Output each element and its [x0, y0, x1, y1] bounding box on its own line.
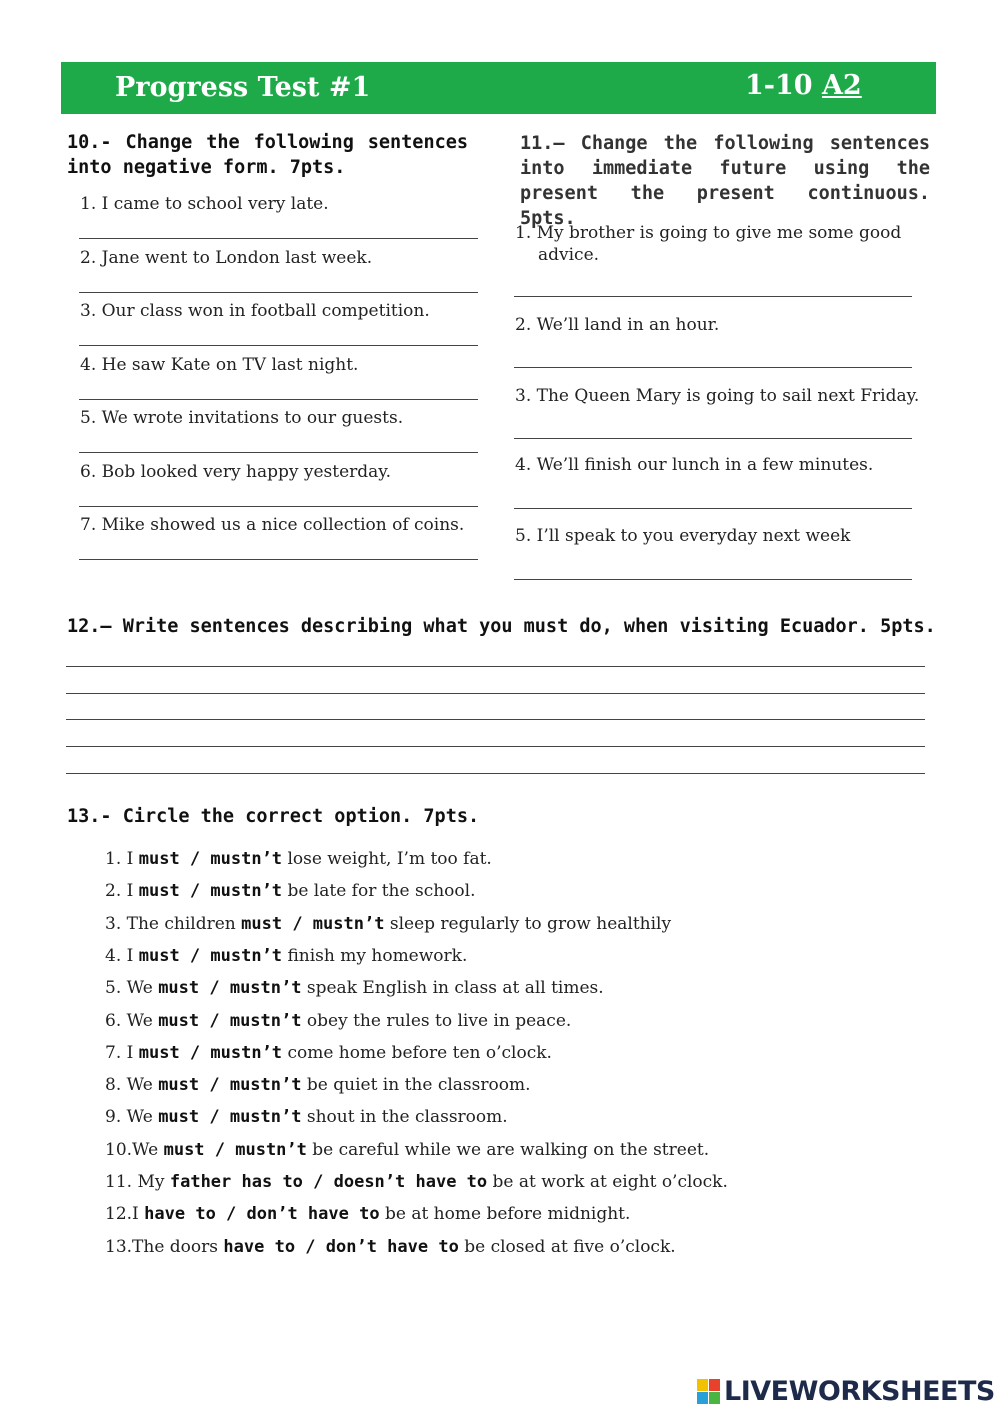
q11-item-4: 4. We’ll finish our lunch in a few minutes.: [515, 455, 874, 475]
q13-item-options[interactable]: must / mustn’t: [158, 1011, 302, 1031]
q13-item-12: [105, 1203, 630, 1225]
q13-item-5: [105, 977, 604, 999]
q10-answer-line-3[interactable]: [79, 345, 478, 346]
q10-item-3: 3. Our class won in football competition.: [80, 301, 430, 321]
q13-item-options[interactable]: must / mustn’t: [158, 1075, 302, 1095]
q13-item-suffix: be at work at eight o’clock.: [487, 1172, 728, 1192]
q11-answer-line-5[interactable]: [514, 579, 912, 580]
q11-heading: 11.– Change the following sentences into immediate future using the present the present continuous. 5pts.: [520, 133, 930, 229]
liveworksheets-blocks-icon: [697, 1379, 721, 1405]
q13-item-options[interactable]: must / mustn’t: [158, 978, 302, 998]
liveworksheets-logo-text: LIVEWORKSHEETS: [724, 1376, 995, 1407]
q13-item-7: [105, 1042, 552, 1064]
q12-answer-line-4[interactable]: [66, 746, 925, 747]
q13-item-prefix: 6. We: [105, 1011, 159, 1031]
q13-item-options[interactable]: must / mustn’t: [138, 881, 283, 901]
q11-answer-line-1[interactable]: [514, 296, 912, 297]
q13-item-13: [105, 1236, 676, 1258]
q13-item-options[interactable]: have to / don’t have to: [223, 1237, 459, 1257]
q13-item-prefix: 3. The children: [105, 914, 242, 934]
q12-answer-line-2[interactable]: [66, 693, 925, 694]
q10-item-1: 1. I came to school very late.: [80, 194, 329, 214]
q13-item-prefix: 8. We: [105, 1075, 159, 1095]
q11-item-5: 5. I’ll speak to you everyday next week: [515, 526, 851, 546]
q13-item-prefix: 9. We: [105, 1107, 159, 1127]
q11-answer-line-3[interactable]: [514, 438, 912, 439]
q10-heading: 10.- Change the following sentences into negative form. 7pts.: [67, 132, 468, 178]
q13-item-suffix: be closed at five o’clock.: [458, 1237, 676, 1257]
q13-item-options[interactable]: must / mustn’t: [163, 1140, 307, 1160]
q13-item-10: [105, 1139, 709, 1161]
q13-item-prefix: 10.We: [105, 1140, 164, 1160]
q13-item-prefix: 1. I: [105, 849, 139, 869]
q13-item-suffix: speak English in class at all times.: [301, 978, 604, 998]
q11-item-2: 2. We’ll land in an hour.: [515, 315, 720, 335]
q13-item-9: [105, 1106, 508, 1128]
liveworksheets-logo: [697, 1376, 995, 1410]
q13-item-suffix: lose weight, I’m too fat.: [282, 849, 492, 869]
q13-item-suffix: come home before ten o’clock.: [282, 1043, 552, 1063]
q13-item-options[interactable]: must / mustn’t: [138, 946, 283, 966]
q10-answer-line-4[interactable]: [79, 399, 478, 400]
level-label: [745, 70, 862, 101]
q13-item-11: [105, 1171, 728, 1193]
q13-item-prefix: 13.The doors: [105, 1237, 224, 1257]
q11-answer-line-2[interactable]: [514, 367, 912, 368]
q13-item-suffix: be quiet in the classroom.: [301, 1075, 531, 1095]
q13-item-prefix: 11. My: [105, 1172, 170, 1192]
q13-heading: 13.- Circle the correct option. 7pts.: [67, 806, 480, 827]
q13-item-options[interactable]: have to / don’t have to: [144, 1204, 380, 1224]
q13-item-options[interactable]: must / mustn’t: [138, 849, 283, 869]
q10-answer-line-1[interactable]: [79, 238, 478, 239]
test-title: Progress Test #1: [115, 72, 371, 103]
q13-item-suffix: obey the rules to live in peace.: [301, 1011, 572, 1031]
q11-item-1: 1. My brother is going to give me some good advice.: [515, 223, 902, 265]
q10-item-7: 7. Mike showed us a nice collection of coins.: [80, 515, 465, 535]
q12-answer-line-3[interactable]: [66, 719, 925, 720]
q13-item-6: [105, 1010, 571, 1032]
q12-heading: 12.– Write sentences describing what you must do, when visiting Ecuador. 5pts.: [67, 616, 936, 637]
q13-item-prefix: 12.I: [105, 1204, 145, 1224]
q13-item-suffix: finish my homework.: [282, 946, 468, 966]
level-code: A2: [821, 70, 862, 101]
q13-item-2: [105, 880, 475, 902]
q10-item-5: 5. We wrote invitations to our guests.: [80, 408, 404, 428]
q13-item-options[interactable]: father has to / doesn’t have to: [169, 1172, 488, 1192]
q12-answer-line-5[interactable]: [66, 773, 925, 774]
q10-item-6: 6. Bob looked very happy yesterday.: [80, 462, 392, 482]
q10-item-4: 4. He saw Kate on TV last night.: [80, 355, 359, 375]
q13-item-3: [105, 913, 671, 935]
q10-answer-line-6[interactable]: [79, 506, 478, 507]
q12-answer-line-1[interactable]: [66, 666, 925, 667]
q13-item-suffix: sleep regularly to grow healthily: [384, 914, 672, 934]
q13-item-prefix: 4. I: [105, 946, 139, 966]
q11-answer-line-4[interactable]: [514, 508, 912, 509]
q10-answer-line-7[interactable]: [79, 559, 478, 560]
q13-item-suffix: be late for the school.: [282, 881, 476, 901]
q13-item-options[interactable]: must / mustn’t: [158, 1107, 302, 1127]
q10-answer-line-5[interactable]: [79, 452, 478, 453]
q13-item-prefix: 5. We: [105, 978, 159, 998]
q13-item-prefix: 7. I: [105, 1043, 139, 1063]
q13-item-1: [105, 848, 492, 870]
q10-answer-line-2[interactable]: [79, 292, 478, 293]
q13-item-suffix: be careful while we are walking on the street.: [306, 1140, 710, 1160]
q13-item-options[interactable]: must / mustn’t: [138, 1043, 283, 1063]
q10-item-2: 2. Jane went to London last week.: [80, 248, 373, 268]
level-range: 1-10: [745, 70, 813, 101]
q13-item-prefix: 2. I: [105, 881, 139, 901]
q13-item-8: [105, 1074, 531, 1096]
q11-item-3: 3. The Queen Mary is going to sail next Friday.: [515, 386, 920, 406]
q13-item-suffix: shout in the classroom.: [301, 1107, 508, 1127]
q13-item-4: [105, 945, 467, 967]
q13-item-suffix: be at home before midnight.: [379, 1204, 631, 1224]
q13-item-options[interactable]: must / mustn’t: [241, 914, 385, 934]
